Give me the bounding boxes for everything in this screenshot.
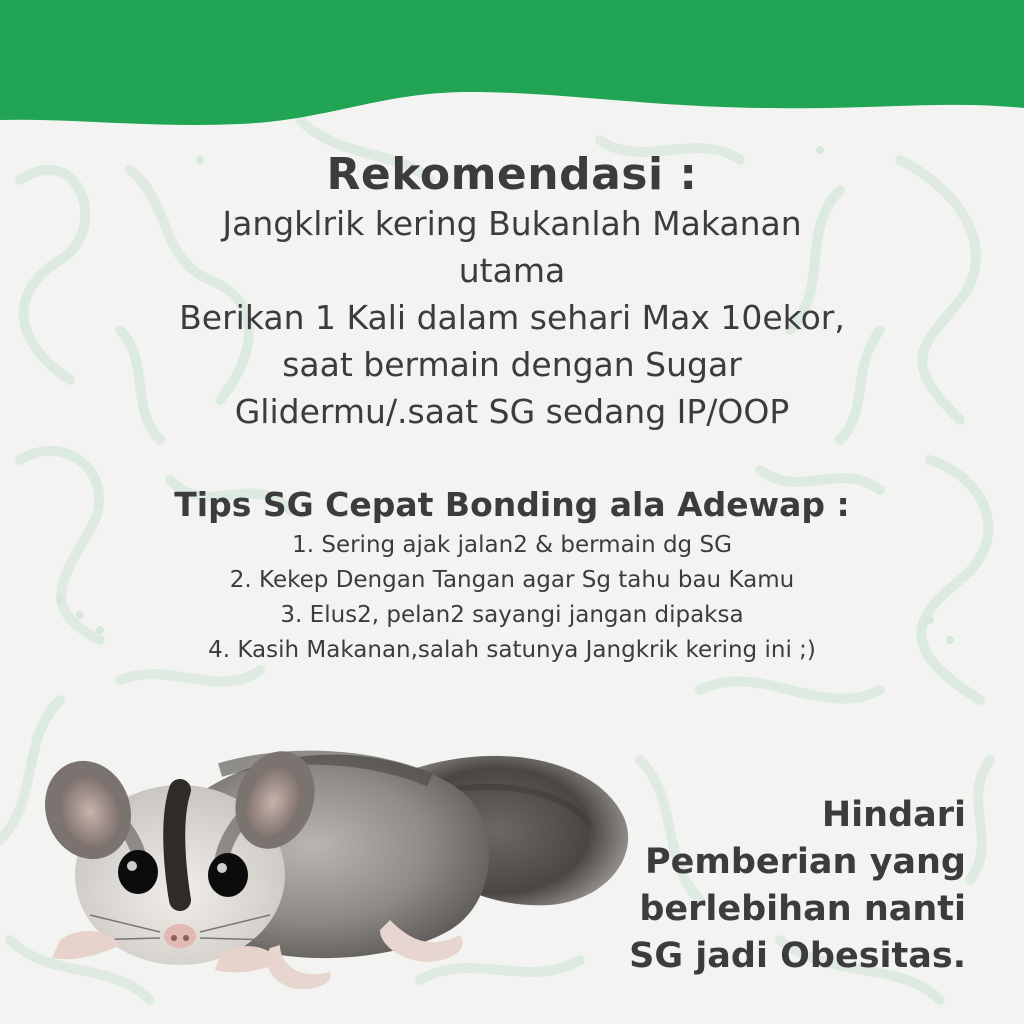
recommendation-line: saat bermain dengan Sugar (282, 345, 742, 384)
recommendation-line: Jangklrik kering Bukanlah Makanan (222, 204, 802, 243)
warning-note (586, 792, 966, 980)
recommendation-title: Rekomendasi : (326, 149, 698, 200)
recommendation-line: Berikan 1 Kali dalam sehari Max 10ekor, (179, 298, 845, 337)
top-wave-banner (0, 0, 1024, 150)
recommendation-body (112, 200, 912, 435)
recommendation-line: Glidermu/.saat SG sedang IP/OOP (234, 392, 790, 431)
tips-item: 2. Kekep Dengan Tangan agar Sg tahu bau Kamu (229, 567, 795, 593)
warning-line: berlebihan nanti (639, 889, 966, 929)
recommendation-line: utama (458, 251, 566, 290)
warning-line: Pemberian yang (644, 842, 966, 882)
tips-title: Tips SG Cepat Bonding ala Adewap : (174, 485, 850, 524)
tips-item: 4. Kasih Makanan,salah satunya Jangkrik kering ini ;) (208, 637, 816, 663)
warning-line: SG jadi Obesitas. (629, 936, 966, 976)
tips-item: 3. Elus2, pelan2 sayangi jangan dipaksa (280, 602, 744, 628)
warning-line: Hindari (821, 795, 966, 835)
tips-list (62, 528, 962, 668)
tips-item: 1. Sering ajak jalan2 & bermain dg SG (292, 532, 732, 558)
sugar-glider-photo (30, 700, 650, 1020)
